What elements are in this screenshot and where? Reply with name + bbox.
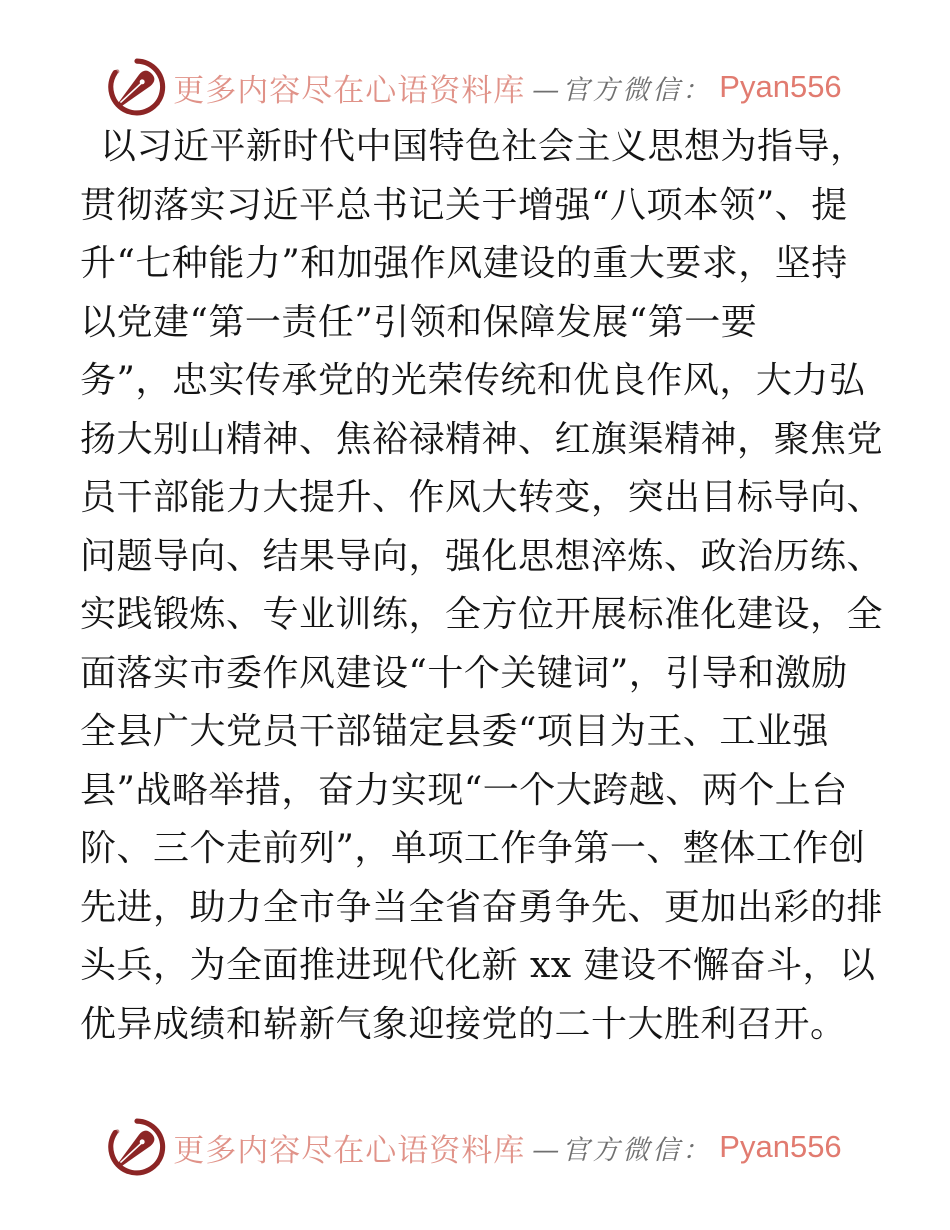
paragraph-line: 以党建“第一责任”引领和保障发展“第一要 bbox=[80, 301, 758, 343]
paragraph-line: 问题导向、结果导向，强化思想淬炼、政治历练、 bbox=[80, 535, 884, 577]
watermark-wechat-label: —官方微信： bbox=[532, 74, 713, 106]
paragraph-line: 贯彻落实习近平总书记关于增强“八项本领”、提 bbox=[80, 184, 848, 226]
paragraph-line: 以习近平新时代中国特色社会主义思想为指导， bbox=[100, 126, 867, 167]
pen-swirl-logo-icon bbox=[108, 58, 166, 116]
paragraph-line: 县”战略举措，奋力实现“一个大跨越、两个上台 bbox=[80, 769, 848, 811]
pen-swirl-logo-icon bbox=[108, 1118, 166, 1176]
document-body bbox=[0, 118, 950, 1054]
paragraph-line: 扬大别山精神、焦裕禄精神、红旗渠精神，聚焦党 bbox=[80, 418, 884, 460]
watermark-footer bbox=[0, 1118, 950, 1176]
paragraph-line: 头兵，为全面推进现代化新 xx 建设不懈奋斗，以 bbox=[80, 945, 876, 986]
watermark-header bbox=[0, 58, 950, 116]
watermark-site-text: 更多内容尽在心语资料库 bbox=[173, 1132, 526, 1169]
paragraph-line: 员干部能力大提升、作风大转变，突出目标导向、 bbox=[80, 477, 884, 518]
paragraph-line: 先进，助力全市争当全省奋勇争先、更加出彩的排 bbox=[80, 886, 884, 928]
paragraph-line: 实践锻炼、专业训练，全方位开展标准化建设，全 bbox=[80, 594, 884, 635]
watermark-wechat-label: —官方微信： bbox=[532, 1134, 713, 1166]
paragraph-line: 全县广大党员干部锚定县委“项目为王、工业强 bbox=[80, 711, 829, 752]
watermark-wechat-id: Pyan556 bbox=[719, 1129, 842, 1164]
watermark-wechat-id: Pyan556 bbox=[719, 69, 842, 104]
paragraph-line: 务”，忠实传承党的光荣传统和优良作风，大力弘 bbox=[80, 360, 866, 401]
watermark-site-text: 更多内容尽在心语资料库 bbox=[173, 72, 526, 109]
paragraph-line: 阶、三个走前列”，单项工作争第一、整体工作创 bbox=[80, 828, 866, 869]
paragraph-line: 面落实市委作风建设“十个关键词”，引导和激励 bbox=[80, 652, 848, 694]
paragraph-line: 优异成绩和崭新气象迎接党的二十大胜利召开。 bbox=[80, 1003, 847, 1045]
paragraph-line: 升“七种能力”和加强作风建设的重大要求，坚持 bbox=[80, 243, 848, 284]
